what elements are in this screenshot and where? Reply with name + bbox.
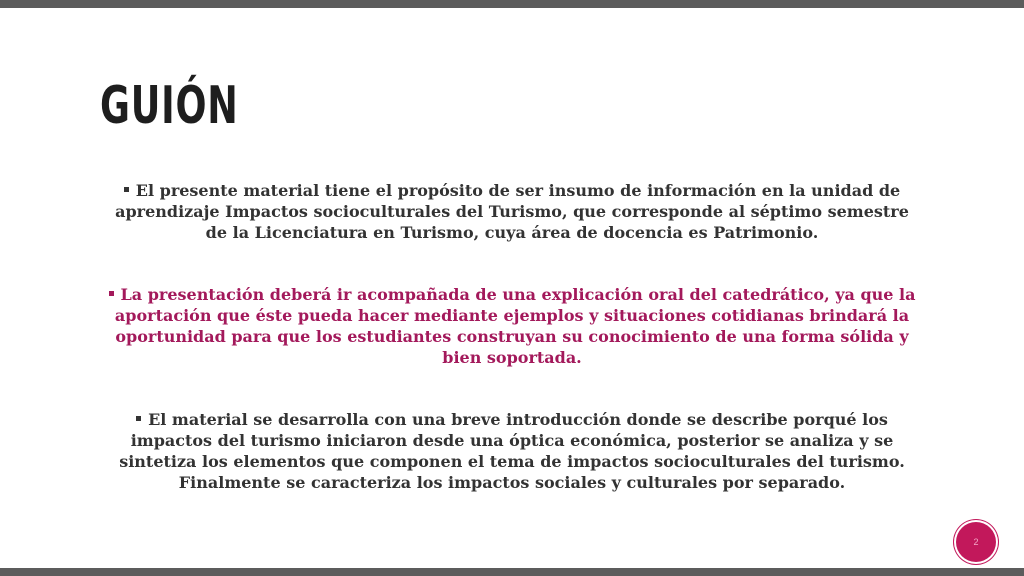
slide-title: GUIÓN bbox=[100, 76, 239, 136]
square-bullet-icon bbox=[109, 291, 114, 296]
paragraph-presentation bbox=[100, 284, 924, 368]
paragraph-text: La presentación deberá ir acompañada de una explicación oral del catedrático, ya que la aportación que éste pueda hacer mediante ejemplos y situaciones cotidianas brindará la oportunidad para que los estudiantes construyan su conocimiento de una forma sólida y bien soportada. bbox=[114, 285, 916, 367]
square-bullet-icon bbox=[136, 416, 141, 421]
top-decor-bar bbox=[0, 0, 1024, 8]
square-bullet-icon bbox=[124, 187, 129, 192]
bottom-decor-bar bbox=[0, 568, 1024, 576]
slide-number-badge bbox=[956, 522, 996, 562]
paragraph-text: El material se desarrolla con una breve introducción donde se describe porqué los impactos del turismo iniciaron desde una óptica económica, posterior se analiza y se sintetiza los elementos que componen el tema de impactos socioculturales del turismo. Finalmente se caracteriza los impactos sociales y culturales por separado. bbox=[119, 410, 905, 492]
slide-number: 2 bbox=[973, 537, 979, 547]
slide-body bbox=[100, 180, 924, 534]
paragraph-text: El presente material tiene el propósito de ser insumo de información en la unidad de aprendizaje Impactos socioculturales del Turismo, que corresponde al séptimo semestre de la Licenciatura en Turismo, cuya área de docencia es Patrimonio. bbox=[115, 181, 909, 242]
paragraph-purpose bbox=[100, 180, 924, 243]
paragraph-structure bbox=[100, 409, 924, 493]
